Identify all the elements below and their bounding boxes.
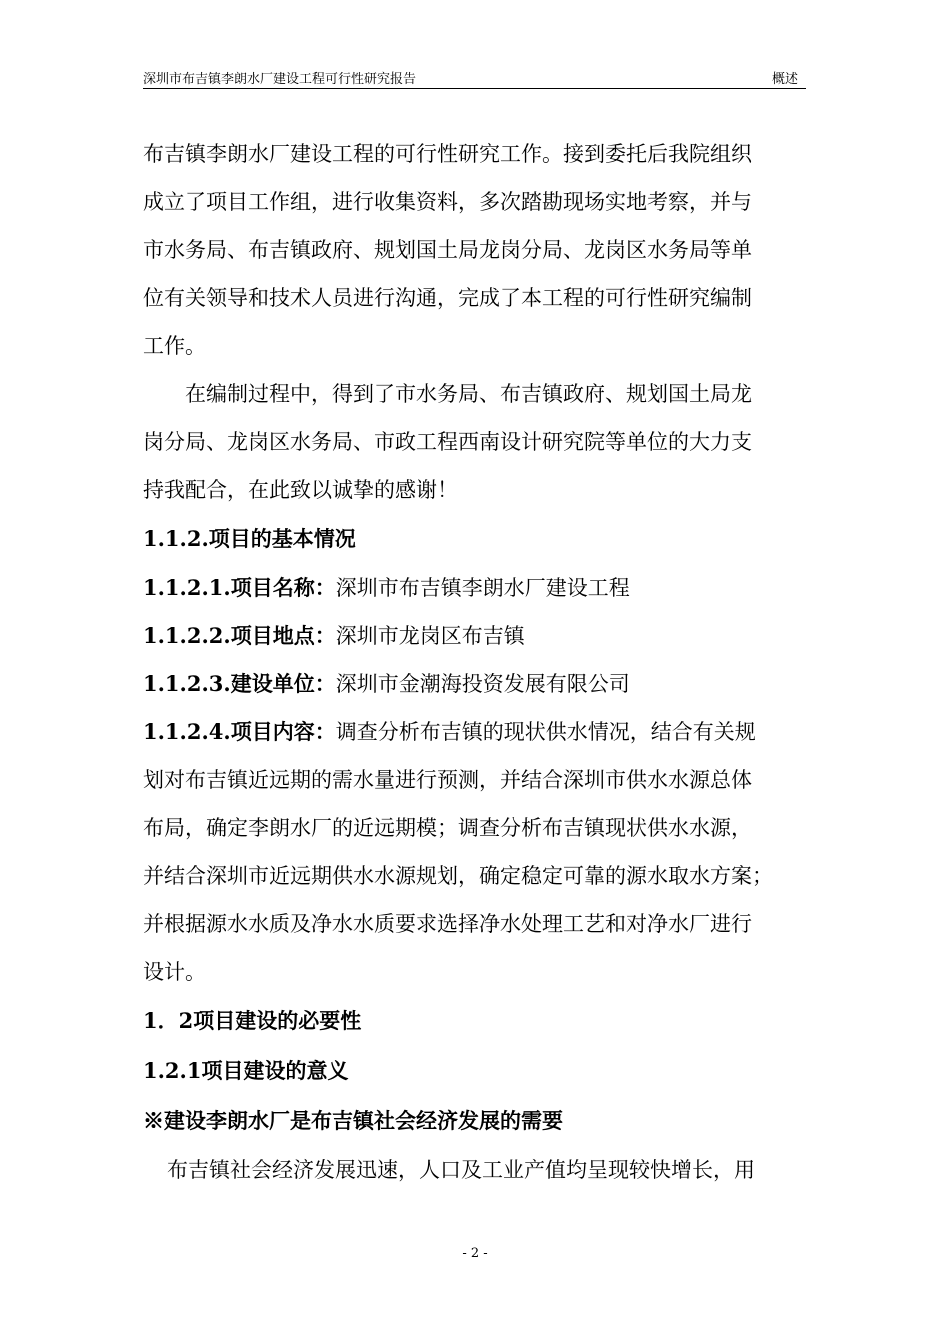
item-construction-unit <box>143 660 815 708</box>
paragraph-line: 布吉镇社会经济发展迅速，人口及工业产值均呈现较快增长，用 <box>167 1158 755 1182</box>
item-label: 1.1.2.3.建设单位： <box>143 671 336 696</box>
item-value: 深圳市金潮海投资发展有限公司 <box>335 672 630 696</box>
section-heading-1-2-1: 1.2.1项目建设的意义 <box>143 1058 349 1083</box>
item-label: 1.1.2.1.项目名称： <box>143 575 336 600</box>
item-label: 1.1.2.4.项目内容： <box>143 719 336 744</box>
paragraph-line: 布局，确定李朗水厂的近远期模；调查分析布吉镇现状供水水源， <box>143 816 752 840</box>
page-header <box>143 66 806 89</box>
paragraph-line: 位有关领导和技术人员进行沟通，完成了本工程的可行性研究编制 <box>143 286 752 310</box>
item-project-name <box>143 564 815 612</box>
paragraph-line: 工作。 <box>143 334 206 358</box>
paragraph-line: 设计。 <box>143 960 206 984</box>
item-value: 深圳市布吉镇李朗水厂建设工程 <box>335 576 630 600</box>
paragraph-line: 岗分局、龙岗区水务局、市政工程西南设计研究院等单位的大力支 <box>143 430 752 454</box>
item-value: 调查分析布吉镇的现状供水情况，结合有关规 <box>335 720 756 744</box>
paragraph-line: 市水务局、布吉镇政府、规划国土局龙岗分局、龙岗区水务局等单 <box>143 238 752 262</box>
page-number: - 2 - <box>462 1246 488 1261</box>
paragraph-line: 并根据源水水质及净水水质要求选择净水处理工艺和对净水厂进行 <box>143 912 752 936</box>
note-heading: ※建设李朗水厂是布吉镇社会经济发展的需要 <box>143 1108 563 1133</box>
paragraph-line: 在编制过程中，得到了市水务局、布吉镇政府、规划国土局龙 <box>185 382 752 406</box>
paragraph-line: 划对布吉镇近远期的需水量进行预测，并结合深圳市供水水源总体 <box>143 768 752 792</box>
item-project-content <box>143 708 815 756</box>
section-heading-1-1-2: 1.1.2.项目的基本情况 <box>143 526 356 551</box>
header-section: 概述 <box>771 72 798 87</box>
item-label: 1.1.2.2.项目地点： <box>143 623 336 648</box>
paragraph-line: 并结合深圳市近远期供水水源规划，确定稳定可靠的源水取水方案； <box>143 864 773 888</box>
section-heading-1-2: 1．2项目建设的必要性 <box>143 1008 362 1033</box>
header-title: 深圳市布吉镇李朗水厂建设工程可行性研究报告 <box>143 72 417 87</box>
paragraph-line: 成立了项目工作组，进行收集资料，多次踏勘现场实地考察，并与 <box>143 190 752 214</box>
item-value: 深圳市龙岗区布吉镇 <box>335 624 525 648</box>
paragraph-line: 布吉镇李朗水厂建设工程的可行性研究工作。接到委托后我院组织 <box>143 142 752 166</box>
paragraph-line: 持我配合，在此致以诚挚的感谢！ <box>143 478 458 502</box>
document-body <box>143 130 815 1194</box>
item-project-location <box>143 612 815 660</box>
